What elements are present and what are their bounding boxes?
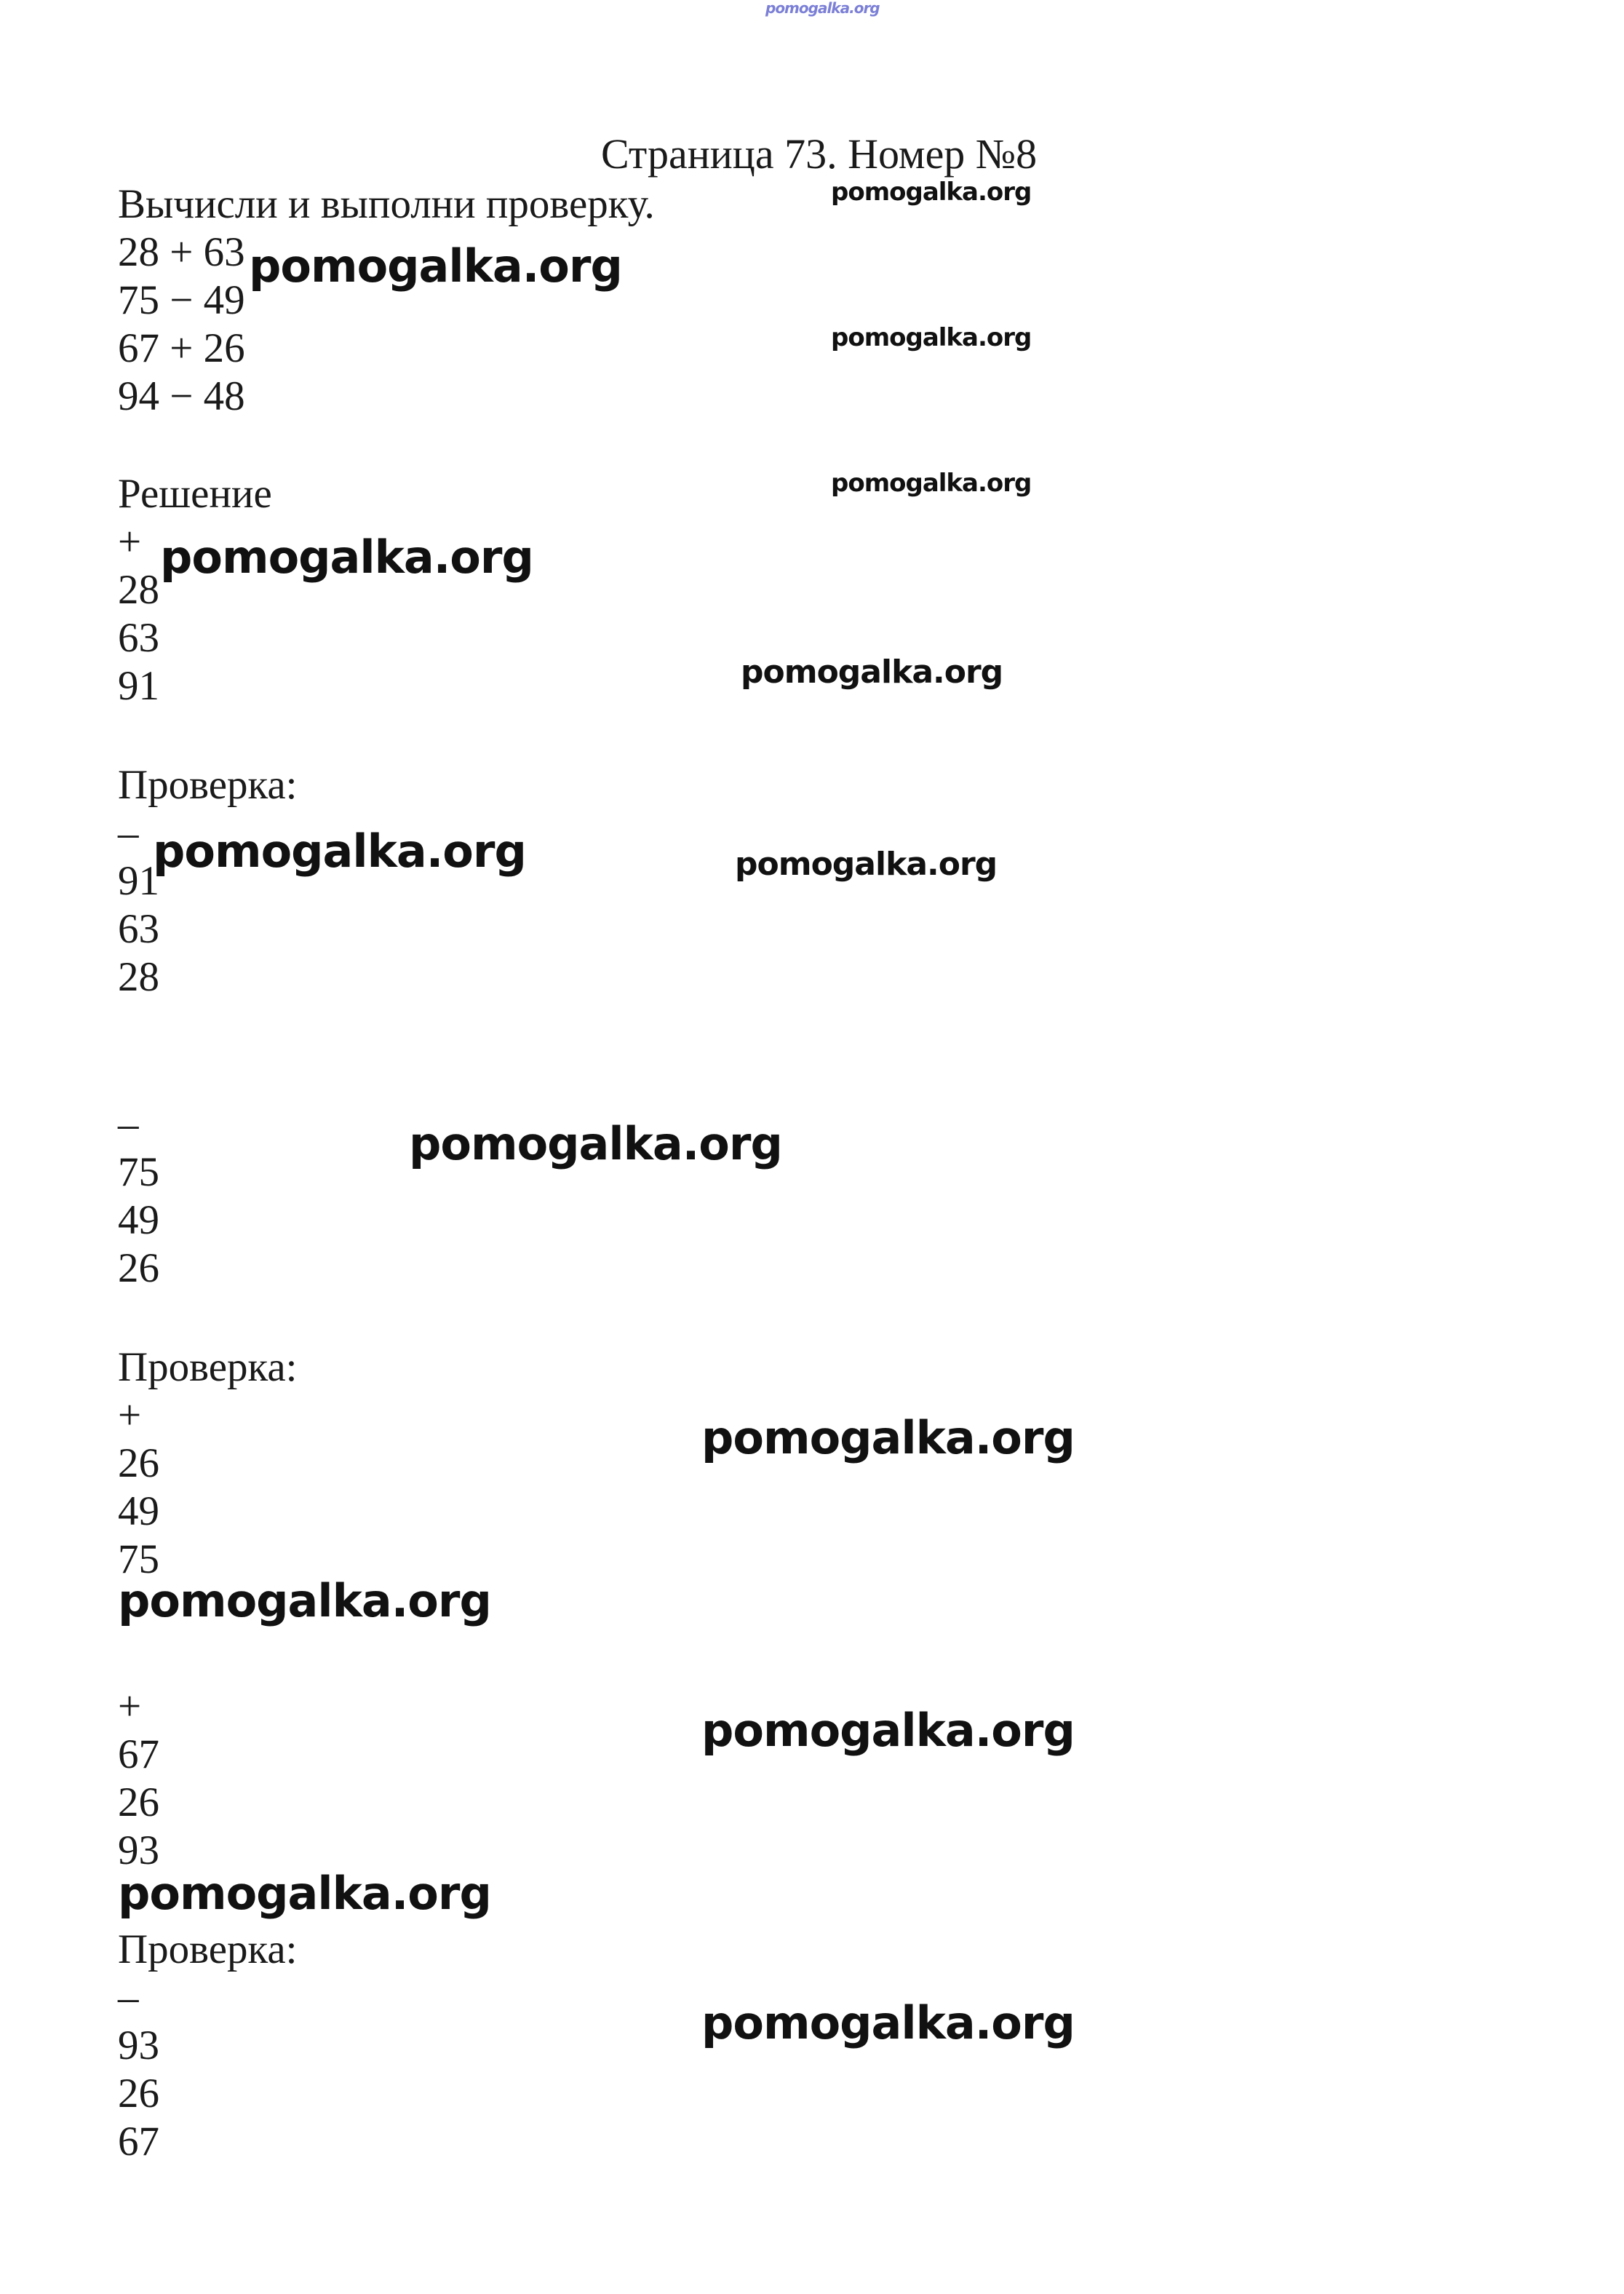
watermark: pomogalka.org [831, 323, 1032, 352]
block-4-line-1: 26 [118, 1440, 159, 1486]
block-1-line-2: 63 [118, 615, 159, 661]
block-5-sign: + [118, 1683, 142, 1729]
block-6-line-3: 67 [118, 2119, 159, 2164]
block-6-line-1: 93 [118, 2023, 159, 2068]
check-label-2: Проверка: [118, 1344, 298, 1390]
watermark: pomogalka.org [153, 825, 526, 878]
block-5-line-1: 67 [118, 1731, 159, 1777]
watermark: pomogalka.org [701, 1411, 1075, 1464]
block-6-sign: – [118, 1974, 139, 2020]
block-4-line-2: 49 [118, 1488, 159, 1534]
watermark: pomogalka.org [735, 846, 998, 883]
block-3-line-2: 49 [118, 1197, 159, 1243]
block-2-line-2: 63 [118, 906, 159, 952]
expression-2: 75 − 49 [118, 277, 245, 323]
block-1-line-3: 91 [118, 663, 159, 709]
watermark: pomogalka.org [160, 531, 533, 584]
watermark: pomogalka.org [701, 1704, 1075, 1757]
block-3-line-3: 26 [118, 1245, 159, 1291]
watermark: pomogalka.org [118, 1574, 491, 1627]
watermark: pomogalka.org [409, 1117, 782, 1170]
expression-4: 94 − 48 [118, 373, 245, 419]
watermark: pomogalka.org [249, 239, 622, 293]
check-label-1: Проверка: [118, 762, 298, 808]
watermark-top: pomogalka.org [765, 0, 880, 17]
block-1-line-1: 28 [118, 567, 159, 613]
block-3-sign: – [118, 1101, 139, 1147]
block-6-line-2: 26 [118, 2071, 159, 2116]
page-title: Страница 73. Номер №8 [601, 130, 1038, 178]
block-3-line-1: 75 [118, 1149, 159, 1195]
block-4-sign: + [118, 1392, 142, 1438]
block-5-line-3: 93 [118, 1827, 159, 1873]
block-5-line-2: 26 [118, 1779, 159, 1825]
block-2-sign: – [118, 810, 139, 856]
watermark: pomogalka.org [118, 1867, 491, 1920]
check-label-3: Проверка: [118, 1926, 298, 1972]
watermark: pomogalka.org [701, 1996, 1075, 2049]
block-4-line-3: 75 [118, 1536, 159, 1582]
watermark: pomogalka.org [741, 654, 1003, 691]
expression-1: 28 + 63 [118, 229, 245, 275]
block-2-line-3: 28 [118, 954, 159, 1000]
expression-3: 67 + 26 [118, 325, 245, 371]
watermark: pomogalka.org [831, 178, 1032, 207]
block-1-sign: + [118, 519, 142, 565]
watermark: pomogalka.org [831, 469, 1032, 498]
task-text: Вычисли и выполни проверку. [118, 181, 655, 227]
solution-heading: Решение [118, 471, 272, 517]
block-2-line-1: 91 [118, 858, 159, 904]
